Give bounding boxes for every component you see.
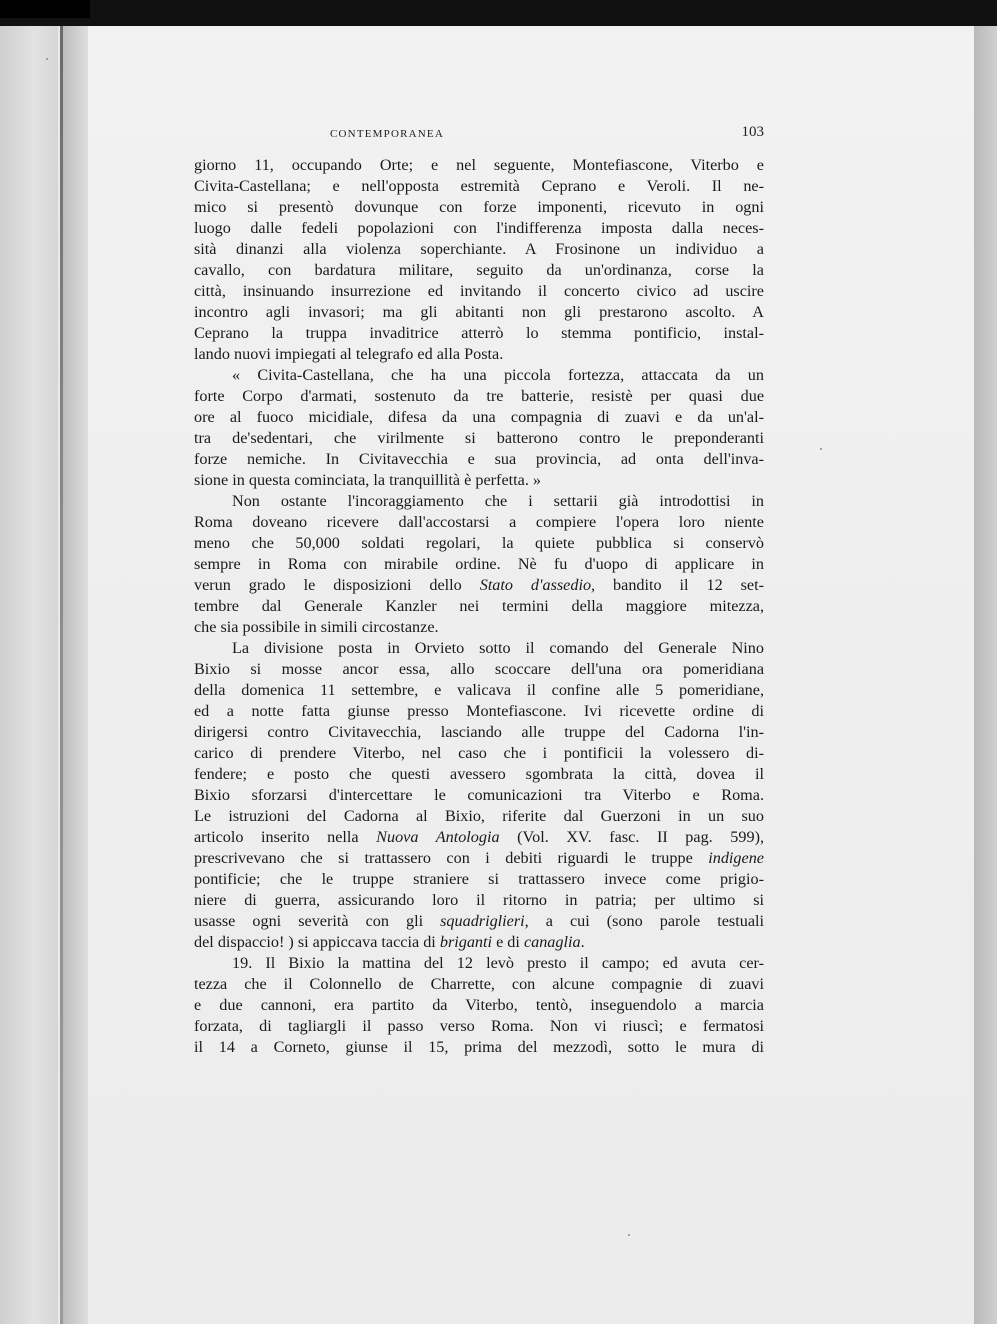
text-line [194, 974, 764, 995]
text-segment: Non ostante l'incoraggiamento che i settarii già introdottisi in [232, 492, 764, 510]
text-segment: articolo inserito nella [194, 828, 377, 846]
page-number: 103 [741, 124, 764, 140]
text-segment: Ceprano la truppa invaditrice atterrò lo stemma pontificio, instal- [194, 324, 764, 342]
text-segment: ed a notte fatta giunse presso Montefiascone. Ivi ricevette ordine di [194, 702, 764, 720]
text-segment: e di [492, 933, 524, 951]
body-text [194, 155, 764, 1058]
text-segment: dirigersi contro Civitavecchia, lasciando alle truppe del Cadorna l'in- [194, 723, 764, 741]
text-segment: Le istruzioni del Cadorna al Bixio, riferite dal Guerzoni in un suo [194, 807, 764, 825]
text-line [194, 470, 764, 491]
text-line [194, 491, 764, 512]
text-segment: lando nuovi impiegati al telegrafo ed alla Posta. [194, 345, 504, 363]
text-segment: La divisione posta in Orvieto sotto il comando del Generale Nino [232, 639, 764, 657]
right-page-shadow [970, 18, 997, 1324]
text-segment: luogo dalle fedeli popolazioni con l'indifferenza imposta dalla neces- [194, 219, 764, 237]
italic-term: Stato d'assedio, [479, 576, 596, 594]
text-segment: pontificie; che le truppe straniere si trattassero invece come prigio- [194, 870, 764, 888]
text-segment: verun grado le disposizioni dello [194, 576, 480, 594]
text-line [194, 596, 764, 617]
text-line [194, 848, 764, 869]
text-segment: carico di prendere Viterbo, nel caso che i pontificii la volessero di- [194, 744, 764, 762]
text-line [194, 785, 764, 806]
text-line [194, 932, 764, 953]
text-segment: il 14 a Corneto, giunse il 15, prima del mezzodì, sotto le mura di [194, 1038, 764, 1056]
text-segment: prescrivevano che si trattassero con i debiti riguardi le truppe [194, 849, 709, 867]
scan-top-border [0, 0, 997, 26]
text-segment: « Civita-Castellana, che ha una piccola fortezza, attaccata da un [232, 366, 764, 384]
text-line [194, 701, 764, 722]
text-line [194, 1016, 764, 1037]
text-segment: tra de'sedentari, che virilmente si batterono contro le preponderanti [194, 429, 764, 447]
text-segment: tembre dal Generale Kanzler nei termini della maggiore mitezza, [194, 597, 764, 615]
scan-speck [628, 1234, 630, 1236]
text-line [194, 806, 764, 827]
text-segment: città, insinuando insurrezione ed invitando il concerto civico ad uscire [194, 282, 764, 300]
italic-term: squadriglieri, [440, 912, 529, 930]
text-segment: fendere; e posto che questi avessero sgombrata la città, dovea il [194, 765, 764, 783]
text-line [194, 365, 764, 386]
text-segment: niere di guerra, assicurando loro il ritorno in patria; per ultimo si [194, 891, 764, 909]
facing-page-edge [0, 18, 58, 1324]
text-line [194, 449, 764, 470]
running-title: CONTEMPORANEA [330, 128, 444, 140]
text-segment: forzata, di tagliargli il passo verso Roma. Non vi riuscì; e fermatosi [194, 1017, 764, 1035]
text-line [194, 281, 764, 302]
text-line [194, 176, 764, 197]
text-segment: cavallo, con bardatura militare, seguito da un'ordinanza, corse la [194, 261, 764, 279]
text-line [194, 617, 764, 638]
text-line [194, 512, 764, 533]
text-segment: Bixio si mosse ancor essa, allo scoccare dell'una ora pomeridiana [194, 660, 764, 678]
text-segment: bandito il 12 set- [595, 576, 764, 594]
text-line [194, 911, 764, 932]
text-segment: forte Corpo d'armati, sostenuto da tre batterie, resistè per quasi due [194, 387, 764, 405]
text-segment: Civita-Castellana; e nell'opposta estremità Ceprano e Veroli. Il ne- [194, 177, 764, 195]
text-segment: e due cannoni, era partito da Viterbo, tentò, inseguendolo a marcia [194, 996, 764, 1014]
text-segment: incontro agli invasori; ma gli abitanti non gli prestarono ascolto. A [194, 303, 764, 321]
text-segment: Bixio sforzarsi d'intercettare le comunicazioni tra Viterbo e Roma. [194, 786, 764, 804]
text-segment: forze nemiche. In Civitavecchia e sua provincia, ad onta dell'inva- [194, 450, 764, 468]
text-line [194, 386, 764, 407]
text-line [194, 155, 764, 176]
scan-speck [820, 448, 822, 450]
text-line [194, 575, 764, 596]
text-line [194, 344, 764, 365]
text-line [194, 995, 764, 1016]
text-line [194, 743, 764, 764]
text-segment: 19. Il Bixio la mattina del 12 levò presto il campo; ed avuta cer- [232, 954, 764, 972]
text-segment: ore al fuoco micidiale, difesa da una compagnia di zuavi e da un'al- [194, 408, 764, 426]
text-segment: a cui (sono parole testuali [528, 912, 764, 930]
text-segment: (Vol. XV. fasc. II pag. 599), [499, 828, 764, 846]
running-head [192, 126, 764, 146]
text-line [194, 260, 764, 281]
italic-term: briganti [439, 933, 493, 951]
text-line [194, 890, 764, 911]
scan-speck [46, 58, 48, 60]
text-segment: mico si presentò dovunque con forze imponenti, ricevuto in ogni [194, 198, 764, 216]
text-line [194, 218, 764, 239]
text-line [194, 722, 764, 743]
text-line [194, 407, 764, 428]
italic-term: Nuova Antologia [376, 828, 500, 846]
text-line [194, 680, 764, 701]
text-line [194, 638, 764, 659]
text-line [194, 1037, 764, 1058]
text-segment: che sia possibile in simili circostanze. [194, 618, 439, 636]
text-segment: della domenica 11 settembre, e valicava il confine alle 5 pomeridiane, [194, 681, 764, 699]
text-segment: sione in questa cominciata, la tranquillità è perfetta. » [194, 471, 542, 489]
text-segment: sempre in Roma con mirabile ordine. Nè fu d'uopo di applicare in [194, 555, 764, 573]
text-segment: tezza che il Colonnello de Charrette, con alcune compagnie di zuavi [194, 975, 764, 993]
text-line [194, 764, 764, 785]
text-line [194, 659, 764, 680]
scan-top-corner [0, 0, 90, 18]
text-line [194, 827, 764, 848]
text-segment: meno che 50,000 soldati regolari, la quiete pubblica si conservò [194, 534, 764, 552]
text-line [194, 197, 764, 218]
italic-term: indigene [708, 849, 764, 867]
text-line [194, 428, 764, 449]
italic-term: canaglia [523, 933, 581, 951]
text-segment: del dispaccio! ) si appiccava taccia di [194, 933, 440, 951]
text-segment: usasse ogni severità con gli [194, 912, 441, 930]
text-line [194, 533, 764, 554]
text-segment: Roma doveano ricevere dall'accostarsi a compiere l'opera loro niente [194, 513, 764, 531]
text-line [194, 323, 764, 344]
text-line [194, 302, 764, 323]
text-segment: . [580, 933, 585, 951]
text-segment: sità dinanzi alla violenza soperchiante. A Frosinone un individuo a [194, 240, 764, 258]
text-segment: giorno 11, occupando Orte; e nel seguente, Montefiascone, Viterbo e [194, 156, 764, 174]
text-line [194, 554, 764, 575]
text-line [194, 869, 764, 890]
text-line [194, 953, 764, 974]
gutter-shadow [63, 22, 88, 1324]
text-line [194, 239, 764, 260]
